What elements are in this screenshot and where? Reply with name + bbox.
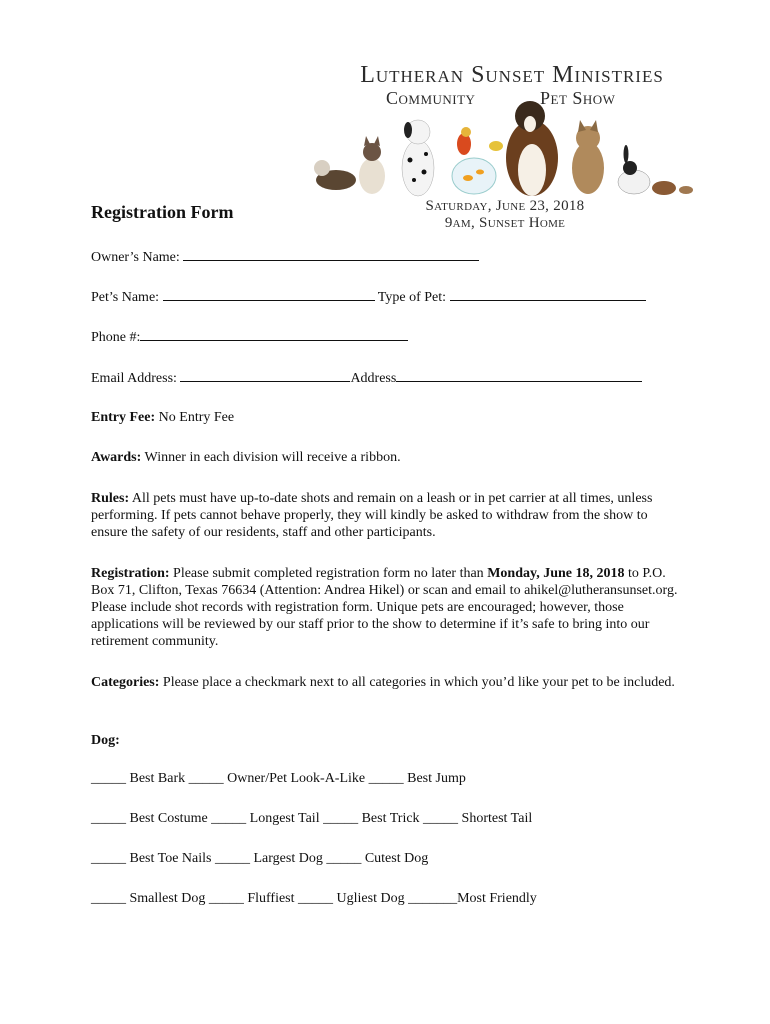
event-title-right: Pet Show	[540, 88, 616, 108]
pets-illustration	[300, 80, 700, 200]
owner-name-field[interactable]	[183, 248, 479, 261]
rules-label: Rules:	[91, 491, 130, 506]
entry-fee-text: No Entry Fee	[155, 410, 235, 425]
entry-fee	[91, 409, 683, 426]
address-field[interactable]	[396, 369, 642, 382]
phone-row	[91, 328, 408, 346]
awards	[91, 449, 683, 466]
categories	[91, 674, 683, 691]
registration-text-1: Please submit completed registration form no later than	[169, 566, 488, 581]
awards-text: Winner in each division will receive a ribbon.	[141, 450, 401, 465]
email-field[interactable]	[180, 369, 350, 382]
phone-label: Phone #:	[91, 330, 141, 345]
rules-text: All pets must have up-to-date shots and remain on a leash or in pet carrier at all times, unless performing. If pets cannot behave properly, they will kindly be asked to withdraw from the show to ensure the safety of our residents, staff and other participants.	[91, 491, 653, 540]
registration-deadline: Monday, June 18, 2018	[487, 566, 625, 581]
registration-label: Registration:	[91, 566, 170, 581]
pet-type-label: Type of Pet:	[377, 290, 447, 305]
owner-name-row	[91, 248, 479, 266]
awards-label: Awards:	[91, 450, 142, 465]
pet-type-field[interactable]	[450, 288, 646, 301]
org-title: Lutheran Sunset Ministries	[360, 62, 664, 88]
pet-name-label: Pet’s Name:	[91, 290, 160, 305]
registration-text-2: to P.O. Box 71, Clifton, Texas 76634 (Attention: Andrea Hikel) or scan and email to ahikel@lutheransunset.org. Please include shot records with registration form. Unique pets are encouraged; however, those applications will be reviewed by our staff prior to the show to determine if it’s safe to bring into our retirement community.	[91, 566, 678, 649]
pet-row	[91, 288, 646, 306]
registration	[91, 565, 683, 650]
dog-category-row[interactable]: _____ Best Toe Nails _____ Largest Dog _____ Cutest Dog	[91, 851, 429, 866]
email-address-row	[91, 369, 642, 387]
owner-name-label: Owner’s Name:	[91, 250, 180, 265]
pet-name-field[interactable]	[163, 288, 375, 301]
dog-category-row[interactable]: _____ Best Costume _____ Longest Tail _____ Best Trick _____ Shortest Tail	[91, 811, 533, 826]
email-label: Email Address:	[91, 371, 177, 386]
dog-heading: Dog:	[91, 733, 120, 748]
categories-label: Categories:	[91, 675, 160, 690]
phone-field[interactable]	[140, 328, 408, 341]
form-title: Registration Form	[91, 202, 234, 222]
rules	[91, 490, 683, 541]
dog-category-row[interactable]: _____ Smallest Dog _____ Fluffiest _____ Ugliest Dog _______Most Friendly	[91, 891, 537, 906]
event-date-line: Saturday, June 23, 2018	[425, 198, 585, 214]
event-date	[400, 198, 610, 232]
address-label: Address	[350, 371, 397, 386]
event-time-line: 9am, Sunset Home	[444, 215, 566, 231]
event-title-left: Community	[386, 88, 476, 108]
categories-text: Please place a checkmark next to all categories in which you’d like your pet to be included.	[159, 675, 675, 690]
entry-fee-label: Entry Fee:	[91, 410, 156, 425]
dog-category-row[interactable]: _____ Best Bark _____ Owner/Pet Look-A-Like _____ Best Jump	[91, 771, 466, 786]
